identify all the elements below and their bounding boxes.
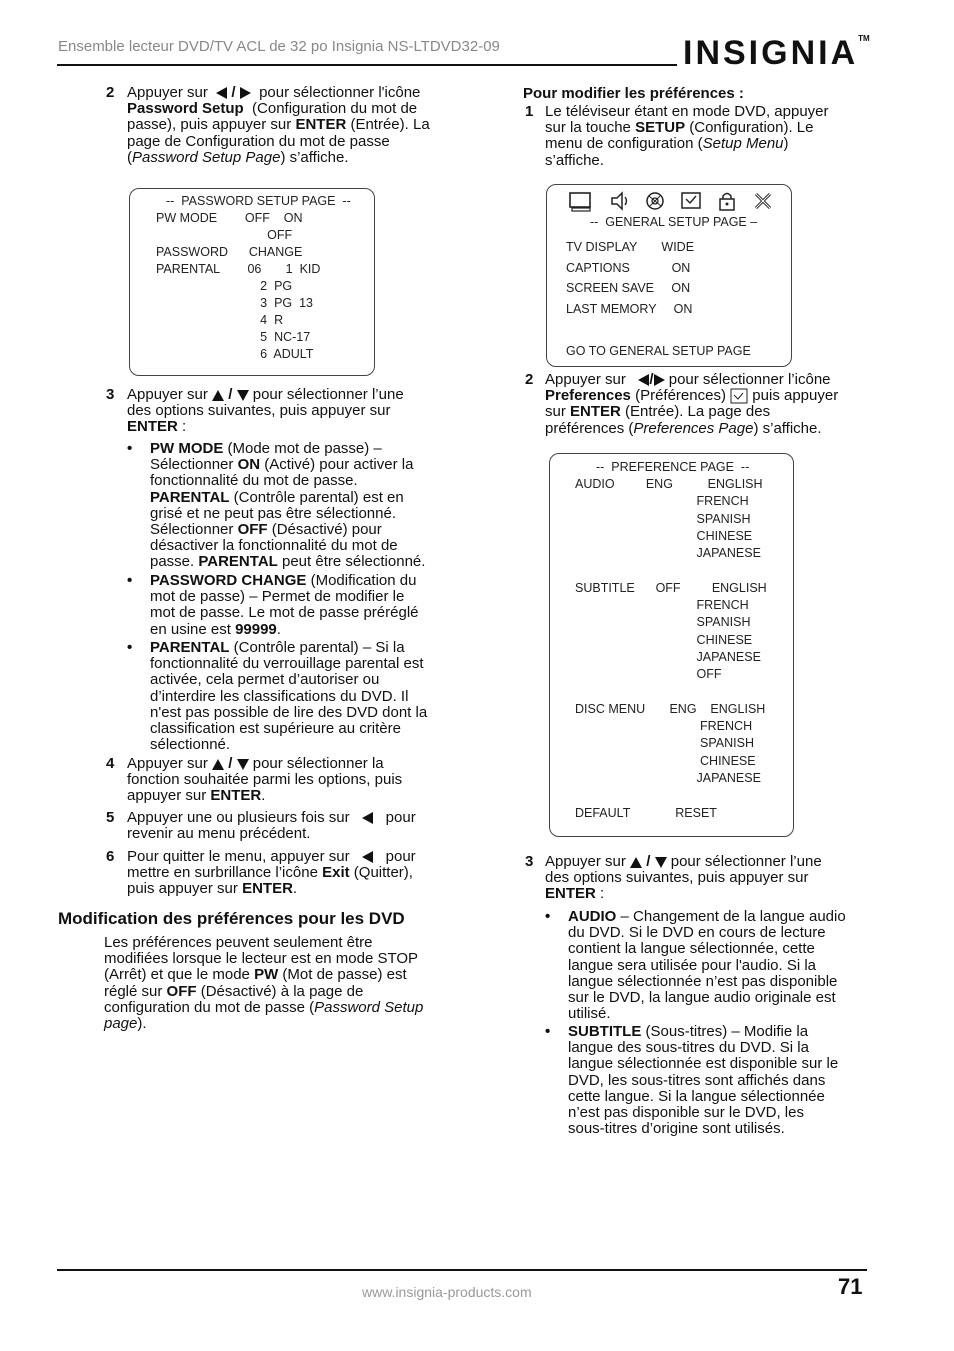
header-rule bbox=[57, 64, 677, 66]
preferences-icon bbox=[730, 388, 748, 404]
screen-row: PARENTAL 06 1 KID bbox=[156, 262, 321, 276]
disc-icon bbox=[644, 190, 666, 212]
page-number: 71 bbox=[838, 1274, 863, 1299]
screen-row: SCREEN SAVE ON bbox=[566, 281, 691, 295]
up-arrow-icon bbox=[212, 759, 224, 770]
left-arrow-icon bbox=[216, 87, 227, 99]
left-step-4: 4 Appuyer sur / pour sélectionner la fonction souhaitée parmi les options, puis appuyer sur ENTER. bbox=[106, 755, 403, 805]
screen-row: CAPTIONS ON bbox=[566, 260, 691, 275]
preferences-icon bbox=[680, 190, 702, 212]
exit-icon bbox=[752, 190, 774, 212]
left-step-2: 2 Appuyer sur / pour sélectionner l'icône Password Setup (Configuration du mot de passe), puis appuyer sur ENTER (Entrée). La page de Configuration du mot de passe (Password Setup Page) s’affiche. bbox=[106, 84, 430, 166]
screen-row: 3 PG 13 bbox=[156, 296, 313, 310]
screen-row: DEFAULT RESET bbox=[575, 805, 717, 820]
left-step-6: 6 Pour quitter le menu, appuyer sur pour mettre en surbrillance l’icône Exit (Quitter), puis appuyer sur ENTER. bbox=[106, 848, 416, 898]
section-paragraph: Les préférences peuvent seulement être modifiées lorsque le lecteur est en mode STOP (Arrêt) et que le mode PW (Mot de passe) est réglé sur OFF (Désactivé) à la page de configuration du mot de passe (Password Setup page). bbox=[104, 934, 424, 1033]
screen-row: CHINESE bbox=[575, 528, 753, 543]
left-arrow-icon bbox=[638, 374, 649, 386]
screen-row: CHINESE bbox=[575, 753, 756, 768]
insignia-logo: INSIGNIA™ bbox=[683, 34, 870, 72]
screen-row: JAPANESE bbox=[575, 771, 761, 786]
up-arrow-icon bbox=[212, 390, 224, 401]
password-setup-rows bbox=[156, 210, 320, 363]
left-step-5: 5 Appuyer une ou plusieurs fois sur pour revenir au menu précédent. bbox=[106, 809, 416, 843]
preference-page-title: -- PREFERENCE PAGE -- bbox=[596, 460, 750, 474]
screen-row: JAPANESE bbox=[575, 649, 761, 664]
preference-page-rows bbox=[575, 476, 767, 822]
footer-rule bbox=[57, 1269, 867, 1271]
tv-icon bbox=[568, 190, 594, 212]
screen-row: 4 R bbox=[156, 313, 284, 327]
down-arrow-icon bbox=[237, 759, 249, 770]
general-setup-footer: GO TO GENERAL SETUP PAGE bbox=[566, 344, 751, 358]
screen-row: PASSWORD CHANGE bbox=[156, 245, 303, 259]
header-title: Ensemble lecteur DVD/TV ACL de 32 po Insignia NS-LTDVD32-09 bbox=[58, 38, 500, 55]
screen-row: FRENCH bbox=[575, 598, 749, 613]
screen-row: DISC MENU ENG ENGLISH bbox=[575, 701, 766, 716]
right-arrow-icon bbox=[654, 374, 665, 386]
screen-row: SPANISH bbox=[575, 511, 751, 526]
left-arrow-icon bbox=[362, 812, 373, 824]
left-arrow-icon bbox=[362, 851, 373, 863]
screen-row: JAPANESE bbox=[575, 546, 761, 561]
screen-row: 5 NC-17 bbox=[156, 330, 311, 344]
screen-row: OFF bbox=[575, 667, 722, 682]
general-setup-title: -- GENERAL SETUP PAGE – bbox=[590, 215, 758, 229]
general-setup-rows bbox=[566, 237, 694, 319]
screen-row bbox=[575, 787, 767, 804]
right-step-2: 2 Appuyer sur / pour sélectionner l’icône Preferences (Préférences) puis appuyer sur ENTER (Entrée). La page des préférences (Preferences Page) s’affiche. bbox=[525, 371, 839, 437]
lock-icon bbox=[716, 190, 738, 212]
bullet-pw-mode: • PW MODE (Mode mot de passe) – Sélectionner ON (Activé) pour activer la fonctionnalité du mot de passe. PARENTAL (Contrôle parental) est en grisé et ne peut pas être sélectionné. Sélectionner OFF (Désactivé) pour désactiver la fonctionnalité du mot de passe. PARENTAL peut être sélectionné. bbox=[127, 440, 426, 571]
screen-row: FRENCH bbox=[575, 719, 753, 734]
screen-row: CHINESE bbox=[575, 632, 753, 647]
screen-row bbox=[575, 562, 767, 579]
bullet-password-change: • PASSWORD CHANGE (Modification du mot de passe) – Permet de modifier le mot de passe. Le mot de passe préréglé en usine est 99999. bbox=[127, 572, 419, 638]
screen-row: 6 ADULT bbox=[156, 347, 314, 361]
right-step-3: 3 Appuyer sur / pour sélectionner l’une des options suivantes, puis appuyer sur ENTER : bbox=[525, 853, 822, 903]
password-setup-title: -- PASSWORD SETUP PAGE -- bbox=[166, 194, 351, 208]
setup-icon-bar bbox=[568, 190, 774, 212]
up-arrow-icon bbox=[630, 857, 642, 868]
screen-row: PW MODE OFF ON bbox=[156, 211, 303, 225]
left-step-3: 3 Appuyer sur / pour sélectionner l’une des options suivantes, puis appuyer sur ENTER : bbox=[106, 386, 404, 436]
down-arrow-icon bbox=[655, 857, 667, 868]
footer-url: www.insignia-products.com bbox=[362, 1284, 532, 1300]
screen-row: SUBTITLE OFF ENGLISH bbox=[575, 580, 767, 595]
bullet-subtitle: • SUBTITLE (Sous-titres) – Modifie la langue des sous-titres du DVD. Si la langue sélectionnée est disponible sur le DVD, les sous-titres sont affichés dans cette langue. Si la langue sélectionnée n’est pas disponible sur le DVD, les sous-titres d’origine sont utilisés. bbox=[545, 1023, 839, 1138]
screen-row bbox=[575, 684, 767, 701]
right-arrow-icon bbox=[240, 87, 251, 99]
screen-row: OFF bbox=[156, 228, 293, 242]
screen-row: 2 PG bbox=[156, 279, 293, 293]
screen-row: TV DISPLAY WIDE bbox=[566, 240, 695, 254]
section-heading: Modification des préférences pour les DVD bbox=[58, 909, 405, 928]
bullet-parental: • PARENTAL (Contrôle parental) – Si la fonctionnalité du verrouillage parental est activée, cela permet d’autoriser ou d’interdire les classifications du DVD. Il n'est pas possible de lire des DVD dont la classification est supérieure au critère sélectionné. bbox=[127, 639, 428, 754]
bullet-audio: • AUDIO – Changement de la langue audio du DVD. Si le DVD en cours de lecture contient la langue sélectionnée, cette langue sera utilisée pour l'audio. Si la langue sélectionnée n’est pas disponible sur le DVD, la langue audio originale est utilisé. bbox=[545, 908, 846, 1023]
screen-row: LAST MEMORY ON bbox=[566, 301, 693, 316]
speaker-icon bbox=[608, 190, 630, 212]
screen-row: SPANISH bbox=[575, 615, 751, 630]
right-heading: Pour modifier les préférences : bbox=[523, 85, 744, 102]
screen-row: FRENCH bbox=[575, 494, 749, 509]
screen-row: SPANISH bbox=[575, 736, 754, 751]
down-arrow-icon bbox=[237, 390, 249, 401]
screen-row: AUDIO ENG ENGLISH bbox=[575, 477, 763, 491]
right-step-1: 1 Le téléviseur étant en mode DVD, appuyer sur la touche SETUP (Configuration). Le menu de configuration (Setup Menu) s’affiche. bbox=[525, 103, 829, 169]
